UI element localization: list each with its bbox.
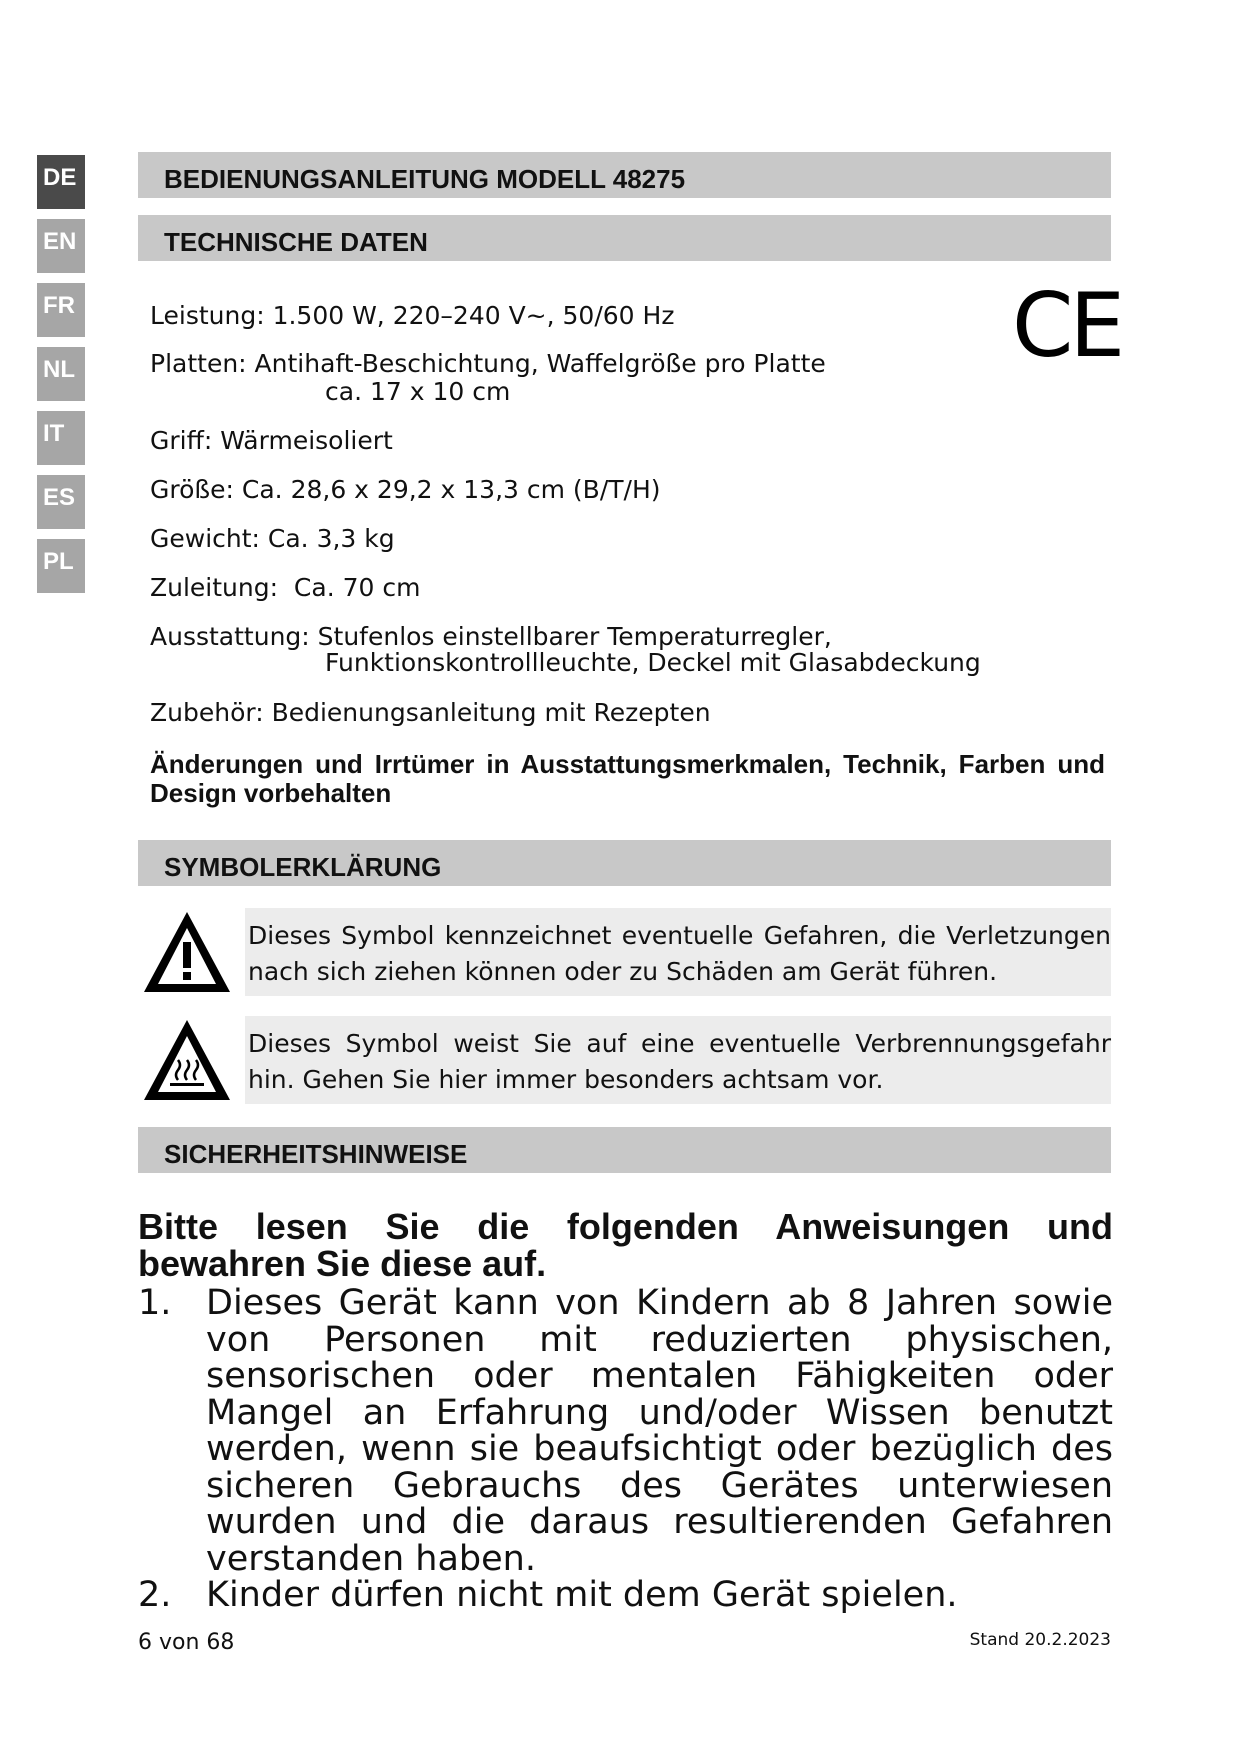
- list-item-text: Kinder dürfen nicht mit dem Gerät spielen.: [206, 1575, 958, 1615]
- list-item: [138, 1285, 1113, 1577]
- safety-list: [138, 1285, 1113, 1614]
- spec-size: Größe: Ca. 28,6 x 29,2 x 13,3 cm (B/T/H): [150, 475, 661, 504]
- ce-mark: CE: [1012, 274, 1122, 377]
- spec-equipment: Ausstattung: Stufenlos einstellbarer Temperaturregler, Funktionskontrollleuchte, Deckel mit Glasabdeckung: [150, 622, 981, 677]
- language-tab-pl[interactable]: PL: [37, 539, 85, 593]
- spec-accessories: Zubehör: Bedienungsanleitung mit Rezepten: [150, 698, 711, 727]
- spec-power: Leistung: 1.500 W, 220–240 V~, 50/60 Hz: [150, 301, 675, 330]
- language-tab-it[interactable]: IT: [37, 411, 85, 465]
- language-tab-es[interactable]: ES: [37, 475, 85, 529]
- spec-weight: Gewicht: Ca. 3,3 kg: [150, 524, 395, 553]
- language-tab-nl[interactable]: NL: [37, 347, 85, 401]
- revision-date: Stand 20.2.2023: [969, 1630, 1111, 1650]
- language-tabs: [37, 155, 85, 603]
- symbols-heading: SYMBOLERKLÄRUNG: [138, 840, 1111, 886]
- language-tab-de[interactable]: DE: [37, 155, 85, 209]
- warning-icon: [140, 908, 234, 998]
- symbol-burn-text: Dieses Symbol weist Sie auf eine eventuelle Verbrennungsgefahr hin. Gehen Sie hier immer besonders achtsam vor.: [245, 1016, 1111, 1104]
- hot-surface-icon: [140, 1016, 234, 1106]
- safety-intro: Bitte lesen Sie die folgenden Anweisungen und bewahren Sie diese auf.: [138, 1206, 1113, 1284]
- safety-heading: SICHERHEITSHINWEISE: [138, 1127, 1111, 1173]
- tech-data-heading: TECHNISCHE DATEN: [138, 215, 1111, 261]
- spec-handle: Griff: Wärmeisoliert: [150, 426, 393, 455]
- list-item-number: 1.: [138, 1283, 172, 1323]
- spec-plates: Platten: Antihaft-Beschichtung, Waffelgröße pro Platte ca. 17 x 10 cm: [150, 349, 826, 406]
- list-item-number: 2.: [138, 1575, 172, 1615]
- disclaimer-note: Änderungen und Irrtümer in Ausstattungsmerkmalen, Technik, Farben und Design vorbehalten: [150, 749, 1105, 808]
- list-item: [138, 1577, 1113, 1614]
- list-item-text: Dieses Gerät kann von Kindern ab 8 Jahren sowie von Personen mit reduzierten physischen, sensorischen oder mentalen Fähigkeiten oder Mangel an Erfahrung und/oder Wissen benutzt werden, wenn sie beaufsichtigt oder bezüglich des sicheren Gebrauchs des Gerätes unterwiesen wurden und die daraus resultierenden Gefahren verstanden haben.: [206, 1283, 1113, 1579]
- symbol-warning-text: Dieses Symbol kennzeichnet eventuelle Gefahren, die Verletzungen nach sich ziehen können oder zu Schäden am Gerät führen.: [245, 908, 1111, 996]
- language-tab-fr[interactable]: FR: [37, 283, 85, 337]
- manual-title: BEDIENUNGSANLEITUNG MODELL 48275: [138, 152, 1111, 198]
- spec-cable: Zuleitung: Ca. 70 cm: [150, 573, 421, 602]
- page-number: 6 von 68: [138, 1630, 235, 1655]
- language-tab-en[interactable]: EN: [37, 219, 85, 273]
